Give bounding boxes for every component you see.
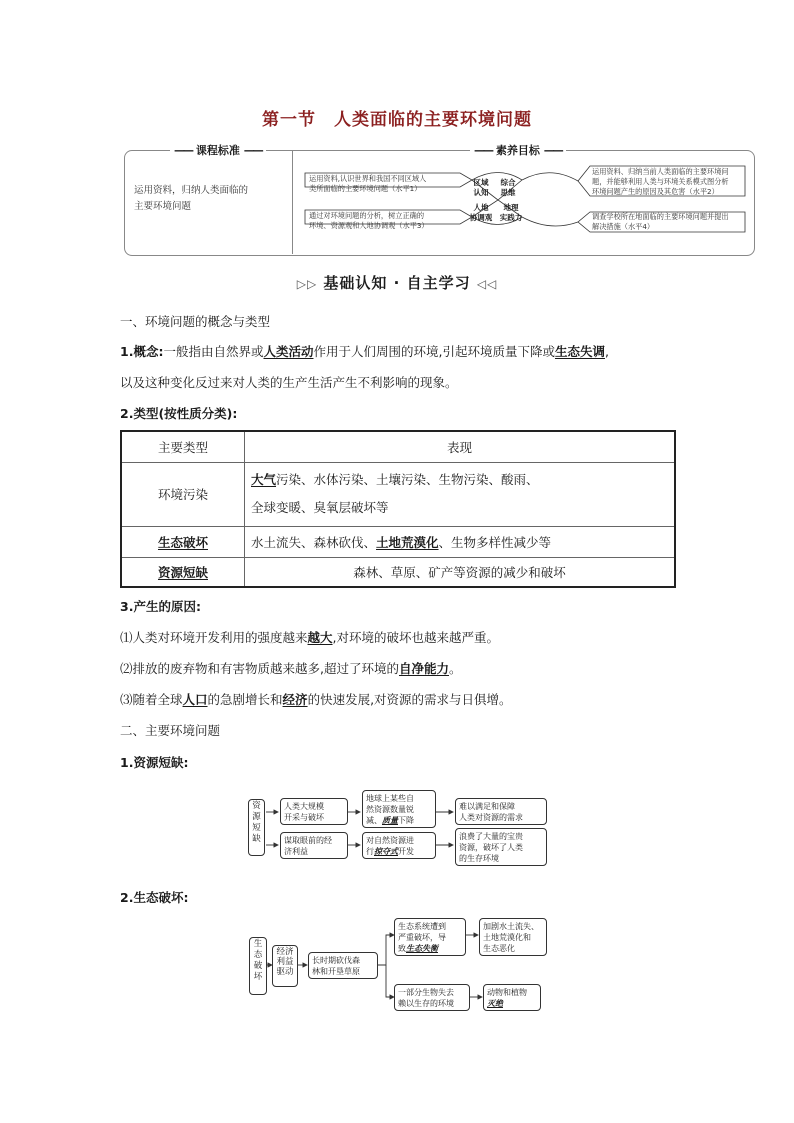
- keyword-geo-practice: 地理 实践力: [499, 203, 523, 222]
- types-heading: 2.类型(按性质分类):: [120, 406, 238, 421]
- eco-heading: 2.生态破坏:: [120, 890, 189, 905]
- table-header-type: 主要类型: [121, 431, 245, 462]
- banner-arrow-left-icon: ▷▷: [296, 277, 318, 291]
- eco-box-erosion: 加剧水土流失、 土地荒漠化和 生态恶化: [479, 918, 547, 956]
- banner-arrow-right-icon: ◁◁: [476, 277, 498, 291]
- literacy-right-top: 运用资料、归纳当前人类面临的主要环境问 题，并能够利用人类与环境关系模式图分析 环境问题产生的原因及其危害（水平2）: [592, 167, 729, 196]
- literacy-right-bottom: 调查学校所在地面临的主要环境问题并提出 解决措施（水平4）: [592, 212, 729, 231]
- causes-heading: 3.产生的原因:: [120, 599, 201, 614]
- resource-box-demand: 难以满足和保障 人类对资源的需求: [455, 798, 547, 825]
- resource-box-mining: 人类大规模 开采与破坏: [280, 798, 348, 825]
- resource-box-decline: 地球上某些自 然资源数量锐 减、质量下降: [362, 790, 436, 828]
- standards-divider: [292, 150, 293, 254]
- section-banner: ▷▷ 基础认知 · 自主学习 ◁◁: [296, 274, 498, 292]
- resource-box-waste: 浪费了大量的宝贵 资源，破坏了人类 的生存环境: [455, 828, 547, 866]
- section-heading-1: 一、环境问题的概念与类型: [120, 314, 271, 329]
- table-cell-eco-damage-detail: 水土流失、森林砍伐、土地荒漠化、生物多样性减少等: [245, 526, 676, 557]
- eco-box-extinction: 动物和植物 灭绝: [483, 984, 541, 1011]
- table-header-manifestation: 表现: [245, 431, 676, 462]
- eco-root-box: 生 态 破 坏: [249, 937, 267, 995]
- keyword-integrated-thinking: 综合 思维: [500, 178, 516, 197]
- course-standard-text: 运用资料，归纳人类面临的 主要环境问题: [134, 185, 249, 212]
- keyword-human-land: 人地 协调观: [469, 203, 493, 222]
- resource-box-plunder: 对自然资源进 行掠夺式开发: [362, 832, 436, 859]
- keyword-region-cognition: 区域 认知: [473, 178, 489, 197]
- resource-root-box: 资 源 短 缺: [248, 799, 265, 856]
- literacy-left-top: 运用资料,认识世界和我国不同区域人 类所面临的主要环境问题（水平1）: [309, 174, 427, 193]
- concept-paragraph: 1.概念:一般指由自然界或人类活动作用于人们周围的环境,引起环境质量下降或生态失调,: [120, 344, 609, 359]
- page-title: 第一节 人类面临的主要环境问题: [262, 110, 532, 130]
- table-cell-pollution: 环境污染: [121, 462, 245, 526]
- table-cell-resource-detail: 森林、草原、矿产等资源的减少和破坏: [245, 557, 676, 587]
- eco-box-imbalance: 生态系统遭到 严重破坏，导 致生态失衡: [394, 918, 466, 956]
- table-cell-eco-damage: 生态破坏: [121, 526, 245, 557]
- table-cell-pollution-detail: 大气污染、水体污染、土壤污染、生物污染、酸雨、 全球变暖、臭氧层破坏等: [245, 462, 676, 526]
- resource-heading: 1.资源短缺:: [120, 755, 189, 770]
- course-standard-label: —— 课程标准 ——: [170, 142, 266, 158]
- table-cell-resource-shortage: 资源短缺: [121, 557, 245, 587]
- section-heading-2: 二、主要环境问题: [120, 723, 221, 738]
- cause-1: ⑴人类对环境开发利用的强度越来越大,对环境的破坏也越来越严重。: [120, 630, 500, 645]
- eco-drive-box: 经济 利益 驱动: [272, 945, 298, 987]
- literacy-goal-label: —— 素养目标 ——: [470, 142, 566, 158]
- concept-line-2: 以及这种变化反过来对人类的生产生活产生不利影响的现象。: [120, 375, 458, 390]
- eco-box-logging: 长时期砍伐森 林和开垦草原: [308, 952, 378, 979]
- types-table: [120, 430, 676, 588]
- eco-box-habitat: 一部分生物失去 赖以生存的环境: [394, 984, 470, 1011]
- resource-box-profit: 谋取眼前的经 济利益: [280, 832, 348, 859]
- cause-2: ⑵排放的废弃物和有害物质越来越多,超过了环境的自净能力。: [120, 661, 462, 676]
- literacy-left-bottom: 通过对环境问题的分析，树立正确的 环境、资源观和人地协调观（水平3）: [309, 211, 429, 230]
- cause-3: ⑶随着全球人口的急剧增长和经济的快速发展,对资源的需求与日俱增。: [120, 692, 512, 707]
